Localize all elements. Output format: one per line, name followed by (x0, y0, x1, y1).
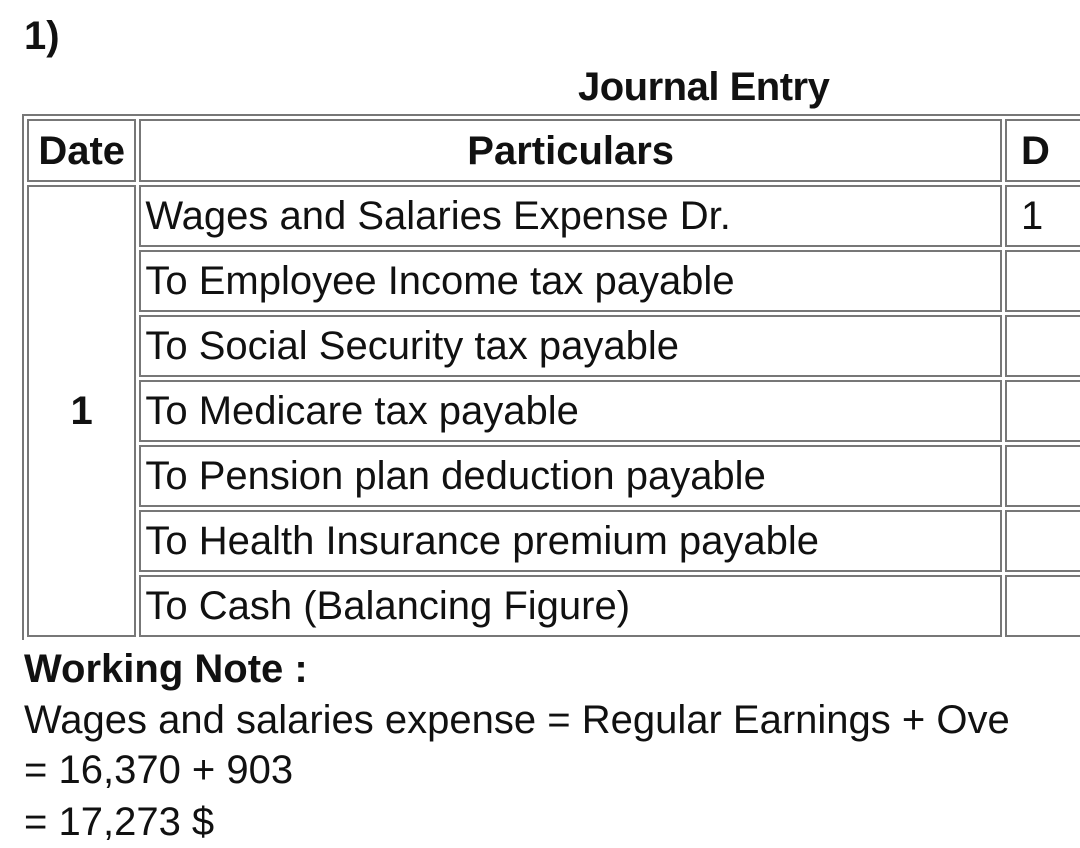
debit-cell: 1 (1005, 185, 1080, 247)
table-row (27, 315, 1080, 377)
working-note-line: = 17,273 $ (24, 800, 215, 844)
table-row (27, 510, 1080, 572)
working-note-line: = 16,370 + 903 (24, 748, 294, 792)
debit-cell (1005, 445, 1080, 507)
journal-table (22, 114, 1080, 640)
table-row (27, 575, 1080, 637)
table-header-row (27, 119, 1080, 182)
journal-table-wrapper (22, 114, 1080, 640)
particulars-cell: To Pension plan deduction payable (139, 445, 1002, 507)
debit-cell (1005, 380, 1080, 442)
particulars-cell: To Employee Income tax payable (139, 250, 1002, 312)
debit-cell (1005, 575, 1080, 637)
table-row (27, 185, 1080, 247)
particulars-cell: To Cash (Balancing Figure) (139, 575, 1002, 637)
working-note-heading: Working Note : (24, 647, 308, 691)
particulars-cell: To Social Security tax payable (139, 315, 1002, 377)
header-particulars: Particulars (139, 119, 1002, 182)
table-row (27, 250, 1080, 312)
page-title: Journal Entry (578, 65, 830, 109)
table-row (27, 380, 1080, 442)
working-note-line: Wages and salaries expense = Regular Earnings + Ove (24, 698, 1010, 742)
particulars-cell: To Medicare tax payable (139, 380, 1002, 442)
particulars-cell: To Health Insurance premium payable (139, 510, 1002, 572)
debit-cell (1005, 315, 1080, 377)
particulars-cell: Wages and Salaries Expense Dr. (139, 185, 1002, 247)
header-date: Date (27, 119, 136, 182)
debit-cell (1005, 510, 1080, 572)
header-debit: D (1005, 119, 1080, 182)
date-cell: 1 (27, 185, 136, 637)
question-number: 1) (24, 14, 60, 58)
table-row (27, 445, 1080, 507)
debit-cell (1005, 250, 1080, 312)
